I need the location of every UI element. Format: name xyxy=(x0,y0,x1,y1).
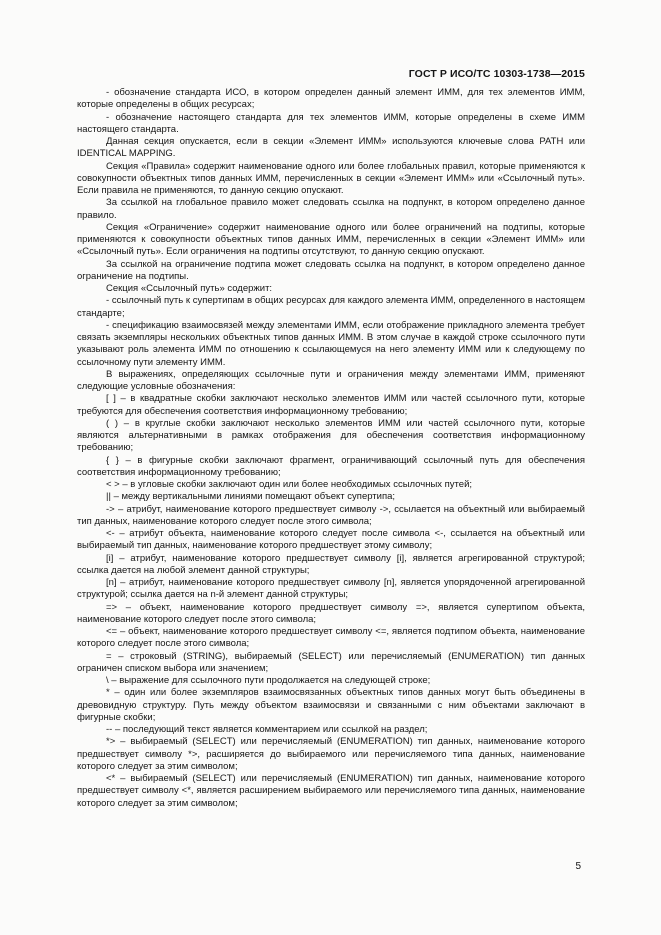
paragraph: \ – выражение для ссылочного пути продолжается на следующей строке; xyxy=(106,675,431,686)
paragraph: ( ) – в круглые скобки заключают несколько элементов ИММ или частей ссылочного пути, которые являются альтернативными в рамках отображения для обеспечения соответствия информационному требованию; xyxy=(77,417,585,454)
paragraph: <- – атрибут объекта, наименование которого следует после символа <-, ссылается на объектный или выбираемый тип данных, наименование которого предшествует этому символу; xyxy=(77,528,585,552)
paragraph: В выражениях, определяющих ссылочные пути и ограничения между элементами ИММ, применяют следующие условные обозначения: xyxy=(77,368,585,392)
paragraph: - обозначение стандарта ИСО, в котором определен данный элемент ИММ, для тех элементов ИММ, которые определены в общих ресурсах; xyxy=(77,87,585,111)
paragraph: - ссылочный путь к супертипам в общих ресурсах для каждого элемента ИММ, определенного в настоящем стандарте; xyxy=(77,295,585,319)
paragraph: <= – объект, наименование которого предшествует символу <=, является подтипом объекта, наименование которого следует после этого символа; xyxy=(77,626,585,650)
paragraph: <* – выбираемый (SELECT) или перечисляемый (ENUMERATION) тип данных, наименование которого предшествует символу <*, является расширением выбираемого или перечисляемого типа данных, наименование которого следует за этим символом; xyxy=(77,773,585,809)
paragraph: -- – последующий текст является комментарием или ссылкой на раздел; xyxy=(106,724,428,735)
paragraph: * – один или более экземпляров взаимосвязанных объектных типов данных могут быть объединены в древовидную структуру. Путь между объектом взаимосвязи и связанными с ним объектами заключают в фигурные скобки; xyxy=(77,687,585,723)
paragraph: *> – выбираемый (SELECT) или перечисляемый (ENUMERATION) тип данных, наименование которого предшествует символу *>, расширяется до выбираемого или перечисляемого типа данных, наименование которого следует за этим символом; xyxy=(77,736,585,772)
paragraph: => – объект, наименование которого предшествует символу =>, является супертипом объекта, наименование которого следует после этого символа; xyxy=(77,601,585,625)
body-text xyxy=(77,87,585,810)
paragraph: За ссылкой на глобальное правило может следовать ссылка на подпункт, в котором определено данное правило. xyxy=(77,197,585,221)
paragraph: [ ] – в квадратные скобки заключают несколько элементов ИММ или частей ссылочного пути, которые требуются для обеспечения соответствия информационному требованию; xyxy=(77,393,585,417)
page-number: 5 xyxy=(575,861,581,872)
paragraph: = – строковый (STRING), выбираемый (SELECT) или перечисляемый (ENUMERATION) тип данных ограничен списком выбора или значением; xyxy=(77,650,585,674)
paragraph: || – между вертикальными линиями помещают объект супертипа; xyxy=(106,491,396,503)
paragraph: [i] – атрибут, наименование которого предшествует символу [i], является агрегированной структурой; ссылка дается на любой элемент данной структуры; xyxy=(77,552,585,576)
paragraph: За ссылкой на ограничение подтипа может следовать ссылка на подпункт, в котором определено данное ограничение на подтипы. xyxy=(77,258,585,282)
paragraph: - обозначение настоящего стандарта для тех элементов ИММ, которые определены в схеме ИММ настоящего стандарта. xyxy=(77,111,585,135)
paragraph: Данная секция опускается, если в секции «Элемент ИММ» используются ключевые слова PATH или IDENTICAL MAPPING. xyxy=(77,136,585,160)
paragraph: Секция «Ограничение» содержит наименование одного или более ограничений на подтипы, которые применяются к совокупности объектных типов данных ИММ, перечисленных в секции «Элемент ИММ» или «Ссылочный путь». Если ограничения на подтипы отсутствуют, то данную секцию опускают. xyxy=(77,221,585,258)
standard-header: ГОСТ Р ИСО/ТС 10303-1738—2015 xyxy=(408,68,585,80)
paragraph: Секция «Правила» содержит наименование одного или более глобальных правил, которые применяются к совокупности объектных типов данных ИММ, перечисленных в секции «Элемент ИММ» или «Ссылочный путь». Если правила не применяются, то данную секцию опускают. xyxy=(77,160,585,196)
paragraph: [n] – атрибут, наименование которого предшествует символу [n], является упорядоченной агрегированной структурой; ссылка дается на n-й элемент данной структуры; xyxy=(77,577,585,601)
paragraph: - спецификацию взаимосвязей между элементами ИММ, если отображение прикладного элемента требует связать экземпляры нескольких объектных типов данных ИММ. В этом случае в каждой строке ссылочного пути указывают роль элемента ИММ по отношению к ссылающемуся на него элементу ИММ или к следующему по ссылочному пути элементу ИММ. xyxy=(77,319,585,368)
paragraph: { } – в фигурные скобки заключают фрагмент, ограничивающий ссылочный путь для обеспечения соответствия информационному требованию; xyxy=(77,454,585,478)
paragraph: Секция «Ссылочный путь» содержит: xyxy=(106,283,273,294)
paragraph: < > – в угловые скобки заключают один или более необходимых ссылочных путей; xyxy=(106,479,473,490)
paragraph: -> – атрибут, наименование которого предшествует символу ->, ссылается на объектный или выбираемый тип данных, наименование которого следует после этого символа; xyxy=(77,503,585,527)
